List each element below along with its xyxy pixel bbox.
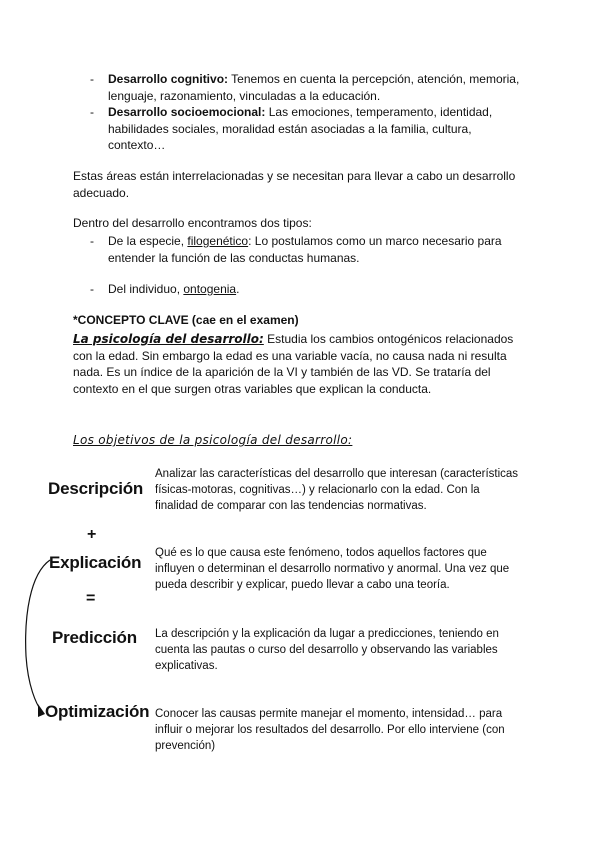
- curved-arrow-icon: [18, 556, 52, 726]
- text-explicacion: Qué es lo que causa este fenómeno, todos aquellos factores que influyen o determinan el desarrollo normativo y anormal. Una vez que pueda describir y explicar, puedo llevar a cabo una teoría.: [155, 547, 510, 591]
- bullet-dash: -: [90, 282, 94, 296]
- term-filogenetico: filogenético: [187, 234, 249, 248]
- label-descripcion: Descripción: [48, 479, 144, 498]
- bullet-especie: [92, 233, 532, 266]
- bullet-cognitivo: [92, 71, 532, 104]
- label-explicacion: Explicación: [49, 553, 142, 572]
- text-fragment: Del individuo,: [108, 282, 184, 296]
- text-optimizacion: Conocer las causas permite manejar el momento, intensidad… para influir o mejorar los resultados del desarrollo. Por ello interviene (con prevención): [155, 708, 505, 752]
- text-prediccion: La descripción y la explicación da lugar a predicciones, teniendo en cuenta las pautas o curso del desarrollo y observando las variables explicativas.: [155, 628, 499, 672]
- concepto-clave-heading: *CONCEPTO CLAVE (cae en el examen): [73, 313, 299, 327]
- term-ontogenia: ontogenia: [183, 282, 237, 296]
- bullet-individuo: [92, 281, 532, 298]
- label-optimizacion: Optimización: [45, 702, 150, 721]
- paragraph-tipos: Dentro del desarrollo encontramos dos tipos:: [73, 216, 312, 230]
- bullet-dash: -: [90, 105, 94, 119]
- objetivos-title: Los objetivos de la psicología del desarrollo:: [73, 433, 353, 447]
- plus-sign: +: [87, 526, 97, 543]
- paragraph-psicologia: [73, 331, 528, 397]
- psicologia-term: La psicología del desarrollo:: [73, 332, 264, 346]
- label-prediccion: Predicción: [52, 628, 137, 647]
- bullet-term: Desarrollo socioemocional:: [108, 105, 266, 119]
- bullet-text: Las emociones, temperamento, identidad, habilidades sociales, moralidad están asociadas a la familia, cultura, contexto…: [108, 105, 493, 152]
- bullet-term: Desarrollo cognitivo:: [108, 72, 229, 86]
- text-fragment: : Lo postulamos como un marco necesario para entender la función de las conductas humanas.: [108, 234, 502, 265]
- bullet-dash: -: [90, 234, 94, 248]
- paragraph-areas: Estas áreas están interrelacionadas y se necesitan para llevar a cabo un desarrollo adecuado.: [73, 169, 516, 200]
- psicologia-text: Estudia los cambios ontogénicos relacionados con la edad. Sin embargo la edad es una variable vacía, no causa nada ni resulta nada. Es un índice de la aparición de la VI y también de las VD. Se trataría del contexto en el que surgen otras variables que explican la conducta.: [73, 332, 514, 396]
- equals-sign: =: [86, 590, 96, 607]
- bullet-socioemocional: [92, 104, 532, 154]
- text-fragment: De la especie,: [108, 234, 188, 248]
- bullet-text: Tenemos en cuenta la percepción, atención, memoria, lenguaje, razonamiento, vinculadas a la educación.: [108, 72, 520, 103]
- text-fragment: .: [236, 282, 240, 296]
- text-descripcion: Analizar las características del desarrollo que interesan (características físicas-motoras, cognitivas…) y relacionarlo con la edad. Con la finalidad de comparar con las tendencias normativas.: [155, 468, 519, 512]
- bullet-dash: -: [90, 72, 94, 86]
